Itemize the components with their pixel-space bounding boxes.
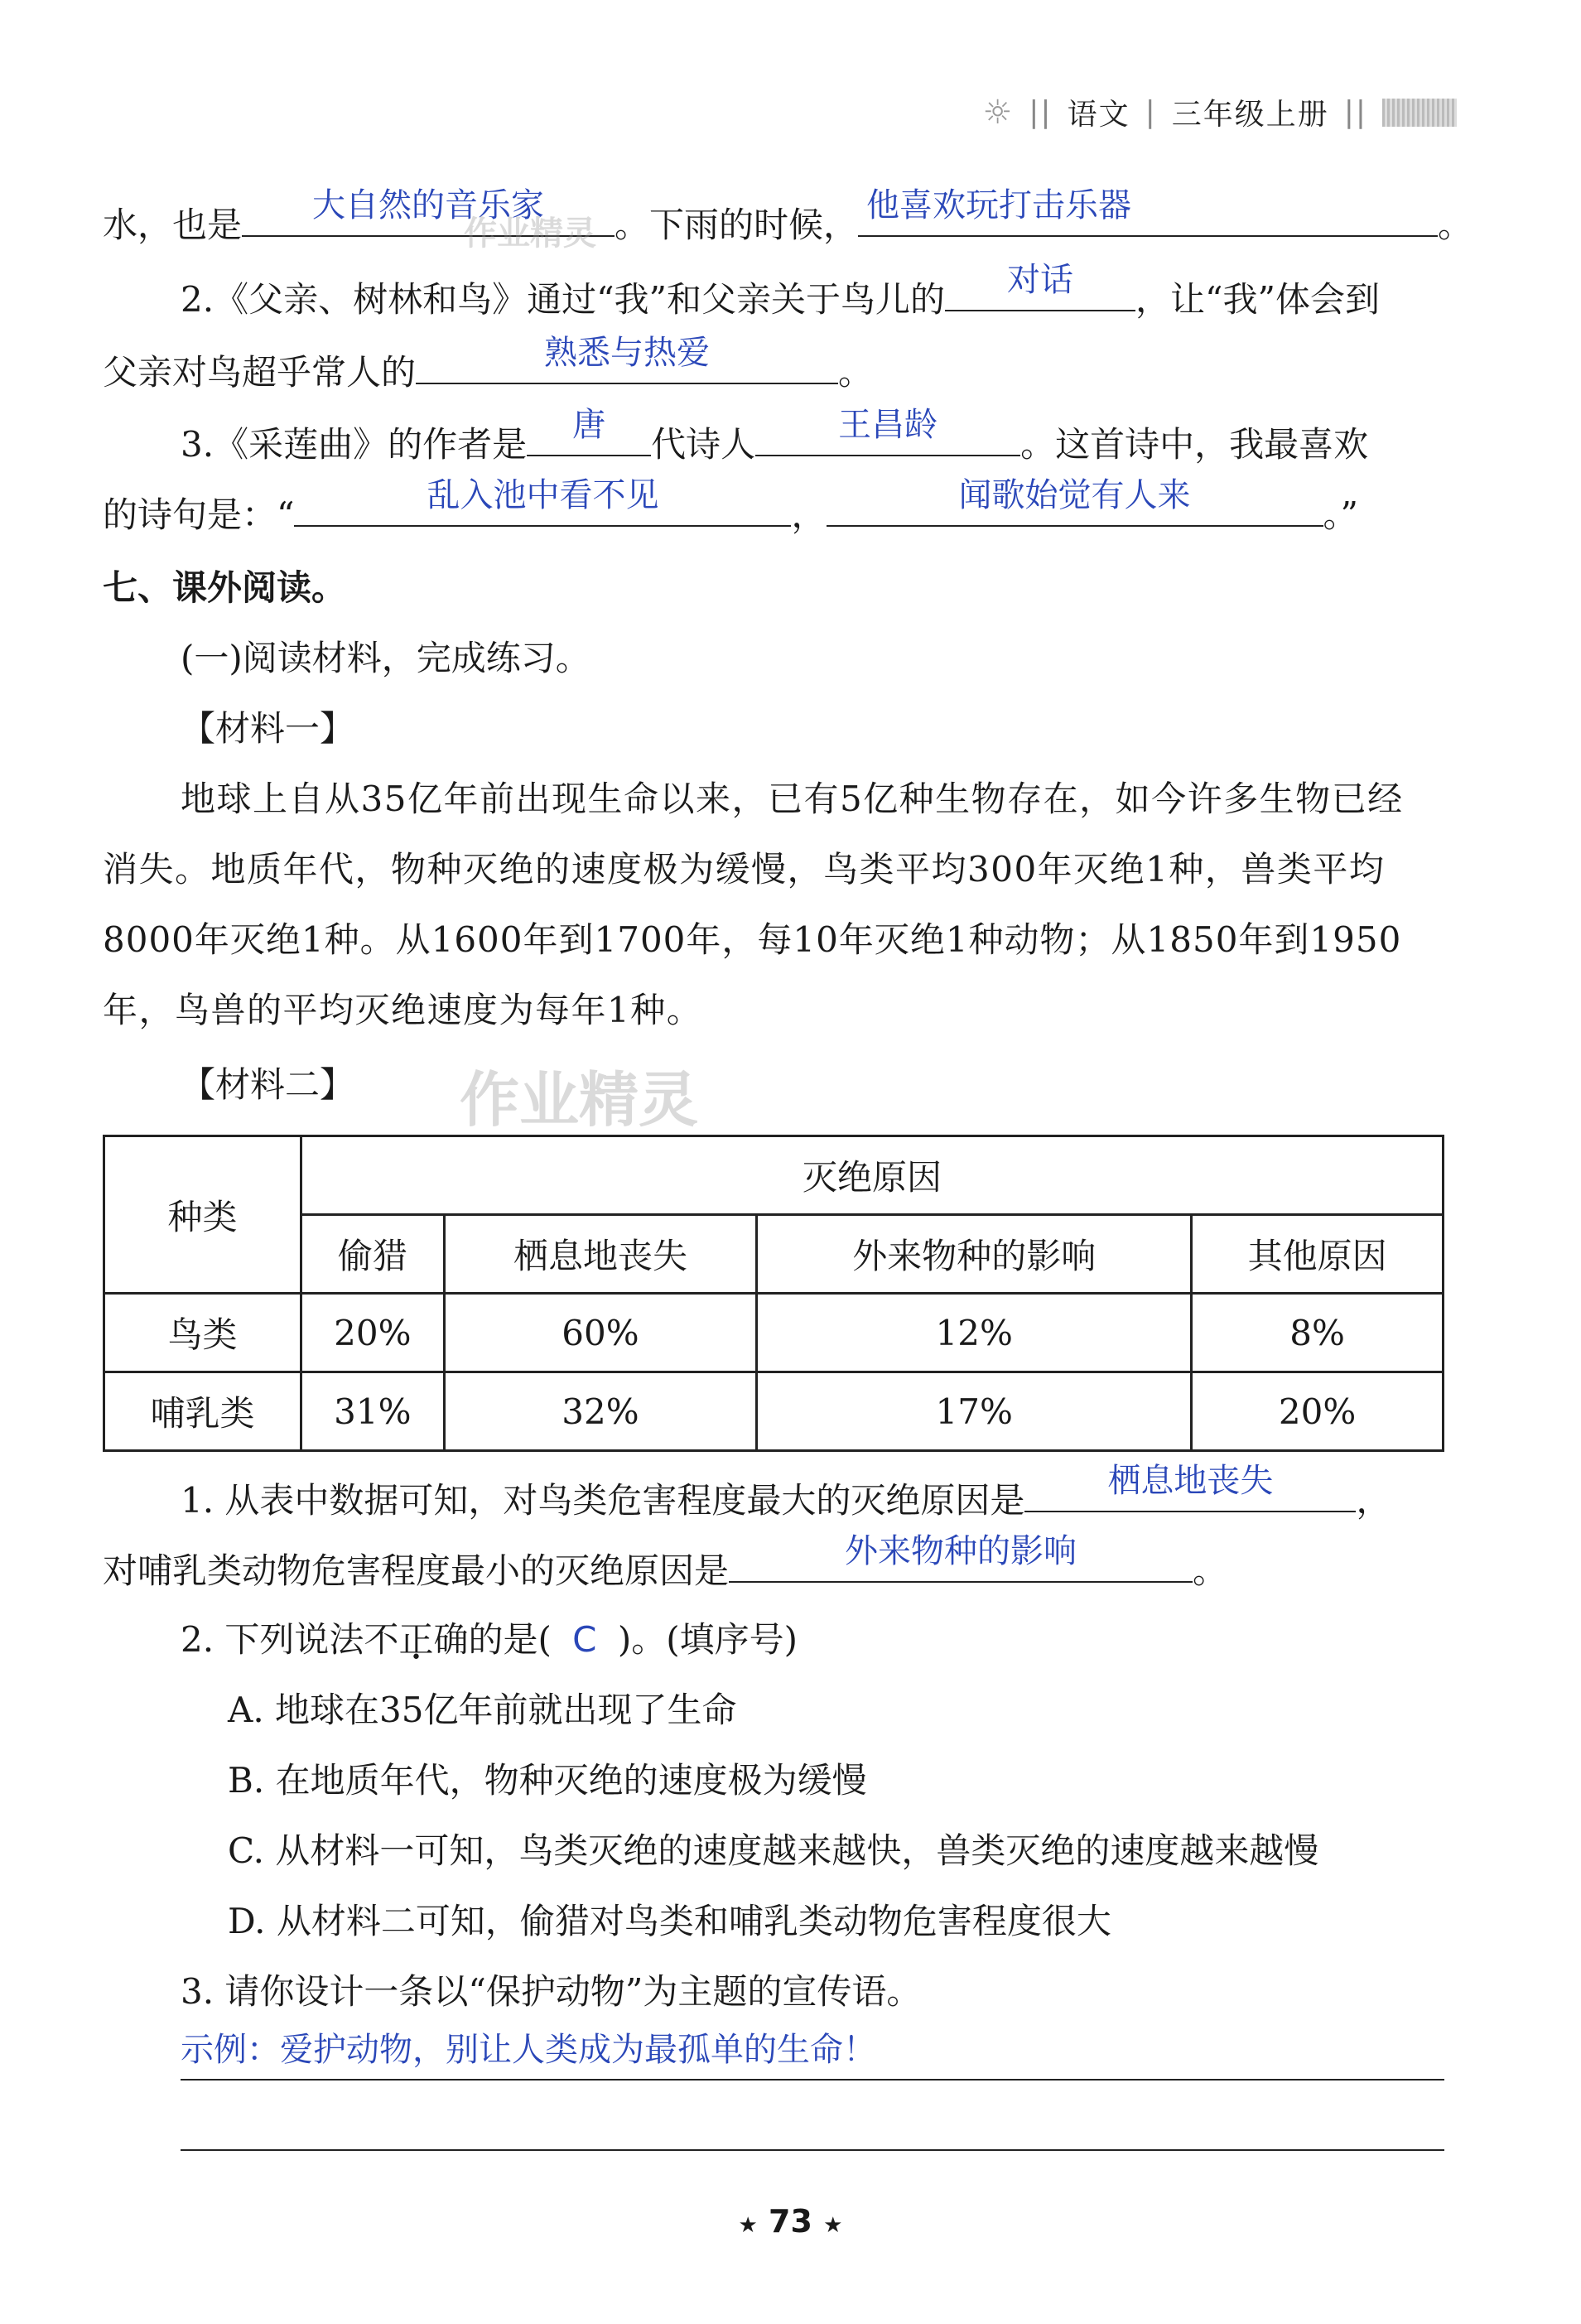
material-2-label: 【材料二】 <box>181 1064 355 1105</box>
sun-icon: ☼ <box>982 93 1015 132</box>
material-1-text: 8000年灭绝1种。从1600年到1700年，每10年灭绝1种动物；从1850年到1950 <box>103 919 1402 960</box>
answer-blank[interactable]: 大自然的音乐家 <box>242 199 615 237</box>
question-3: 3. 请你设计一条以“保护动物”为主题的宣传语。 <box>181 1971 922 2012</box>
answer-blank[interactable]: 闻歌始觉有人来 <box>827 489 1323 527</box>
table-row-label: 鸟类 <box>104 1294 301 1372</box>
table-group-header: 灭绝原因 <box>301 1136 1444 1215</box>
option-c: C. 从材料一可知，鸟类灭绝的速度越来越快，兽类灭绝的速度越来越慢 <box>228 1830 1319 1871</box>
extinction-table <box>103 1135 1444 1452</box>
watermark: 作业精灵 <box>460 1065 699 1135</box>
subject-label: 语文 <box>1067 98 1130 132</box>
option-d: D. 从材料二可知，偷猎对鸟类和哺乳类动物危害程度很大 <box>228 1901 1111 1941</box>
material-1-text: 地球上自从35亿年前出现生命以来，已有5亿种生物存在，如今许多生物已经 <box>181 779 1404 819</box>
table-row-label: 哺乳类 <box>104 1372 301 1451</box>
fill-line-1: 水，也是 大自然的音乐家 。下雨的时候， 他喜欢玩打击乐器 。 <box>103 186 1473 245</box>
table-cell: 32% <box>444 1372 757 1451</box>
page-header: ☼ || 语文 | 三年级上册 || <box>982 91 1457 133</box>
answer-blank[interactable]: 乱入池中看不见 <box>294 489 791 527</box>
grade-label: 三年级上册 <box>1171 98 1329 132</box>
table-cell: 17% <box>757 1372 1192 1451</box>
answer-blank[interactable]: 栖息地丧失 <box>1024 1474 1356 1512</box>
answer-line <box>181 2149 1444 2151</box>
section-subtitle: (一)阅读材料，完成练习。 <box>181 638 590 678</box>
answer-blank[interactable]: 他喜欢玩打击乐器 <box>858 199 1438 237</box>
table-cell: 20% <box>301 1294 445 1372</box>
question-2: 2. 下列说法不正确的是( C )。(填序号) <box>181 1615 798 1665</box>
fill-q2-line2: 父亲对鸟超乎常人的 熟悉与热爱 。 <box>103 334 874 393</box>
material-1-text: 年，鸟兽的平均灭绝速度为每年1种。 <box>103 990 703 1030</box>
star-icon: ★ <box>738 2213 758 2238</box>
choice-answer[interactable]: C <box>572 1619 597 1660</box>
header-decoration <box>1382 99 1457 127</box>
page-number: ★ 73 ★ <box>738 2203 843 2240</box>
fill-q3-line2: 的诗句是：“ 乱入池中看不见 ， 闻歌始觉有人来 。” <box>103 476 1358 535</box>
answer-blank[interactable]: 对话 <box>945 273 1135 311</box>
answer-blank[interactable]: 王昌龄 <box>755 418 1020 456</box>
answer-blank[interactable]: 唐 <box>527 418 651 456</box>
table-cell: 8% <box>1192 1294 1444 1372</box>
table-row <box>104 1372 1444 1451</box>
watermark: 作业精灵 <box>464 215 596 253</box>
option-a: A. 地球在35亿年前就出现了生命 <box>228 1690 737 1730</box>
question-1-line2: 对哺乳类动物危害程度最小的灭绝原因是 外来物种的影响 。 <box>103 1532 1228 1591</box>
table-column-header: 其他原因 <box>1192 1215 1444 1294</box>
slogan-answer[interactable]: 示例：爱护动物，别让人类成为最孤单的生命！ <box>181 2031 876 2069</box>
fill-q3: 3.《采莲曲》的作者是 唐 代诗人 王昌龄 。这首诗中，我最喜欢 <box>181 406 1369 465</box>
table-cell: 60% <box>444 1294 757 1372</box>
material-1-text: 消失。地质年代，物种灭绝的速度极为缓慢，鸟类平均300年灭绝1种，兽类平均 <box>103 849 1386 890</box>
answer-line <box>181 2079 1444 2081</box>
section-title: 七、课外阅读。 <box>103 567 347 608</box>
answer-blank[interactable]: 外来物种的影响 <box>729 1545 1193 1583</box>
table-cell: 12% <box>757 1294 1192 1372</box>
table-column-header: 栖息地丧失 <box>444 1215 757 1294</box>
fill-q2: 2.《父亲、树林和鸟》通过“我”和父亲关于鸟儿的 对话 ，让“我”体会到 <box>181 261 1380 320</box>
table-cell: 20% <box>1192 1372 1444 1451</box>
table-column-header: 外来物种的影响 <box>757 1215 1192 1294</box>
star-icon: ★ <box>823 2213 843 2238</box>
table-row <box>104 1294 1444 1372</box>
table-column-header: 偷猎 <box>301 1215 445 1294</box>
material-1-label: 【材料一】 <box>181 708 355 749</box>
question-1: 1. 从表中数据可知，对鸟类危害程度最大的灭绝原因是 栖息地丧失 ， <box>181 1462 1391 1521</box>
table-cell: 31% <box>301 1372 445 1451</box>
table-corner-header: 种类 <box>104 1136 301 1294</box>
option-b: B. 在地质年代，物种灭绝的速度极为缓慢 <box>228 1760 867 1801</box>
answer-blank[interactable]: 熟悉与热爱 <box>416 346 838 384</box>
